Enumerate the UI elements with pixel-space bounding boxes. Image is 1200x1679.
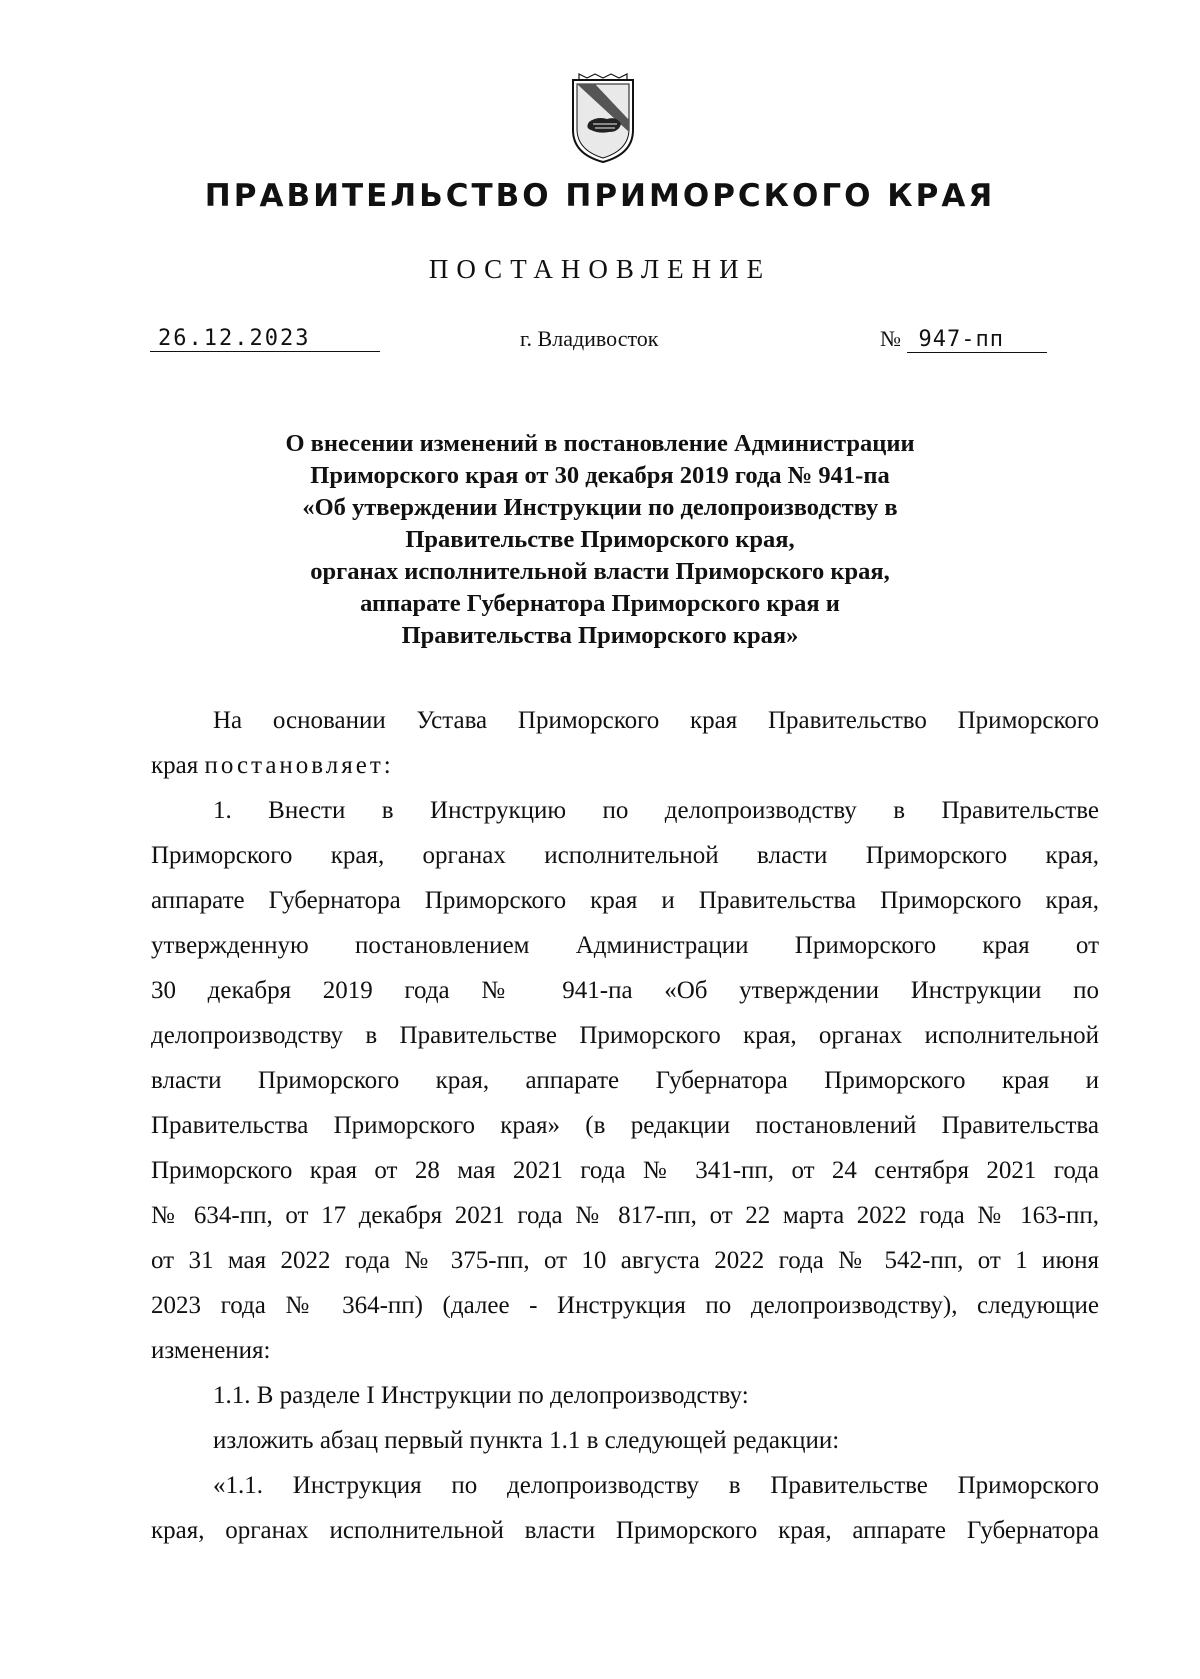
coat-of-arms-icon <box>567 72 639 166</box>
body-line <box>151 743 1099 788</box>
subject-line: «Об утверждении Инструкции по делопроизводству в <box>302 494 898 521</box>
body-line: Приморского края, органах исполнительной власти Приморского края, <box>151 842 1099 869</box>
document-number <box>880 326 1047 353</box>
subject-line: Правительстве Приморского края, <box>405 526 795 553</box>
body-line: края, органах исполнительной власти Приморского края, аппарате Губернатора <box>151 1517 1099 1544</box>
organization-title: ПРАВИТЕЛЬСТВО ПРИМОРСКОГО КРАЯ <box>204 178 996 214</box>
body-line: Правительства Приморского края» (в редакции постановлений Правительства <box>151 1112 1099 1139</box>
body-line: 1.1. В разделе I Инструкции по делопроизводству: <box>213 1382 749 1409</box>
body-line: делопроизводству в Правительстве Приморского края, органах исполнительной <box>151 1022 1099 1049</box>
body-line: «1.1. Инструкция по делопроизводству в Правительстве Приморского <box>213 1472 1099 1499</box>
document-subject <box>150 428 1050 652</box>
number-value: 947-пп <box>907 327 1047 353</box>
subject-line: аппарате Губернатора Приморского края и <box>360 590 840 617</box>
body-line: № 634-пп, от 17 декабря 2021 года № 817-пп, от 22 марта 2022 года № 163-пп, <box>151 1202 1099 1229</box>
document-body <box>151 698 1099 1553</box>
document-type: ПОСТАНОВЛЕНИЕ <box>428 254 772 284</box>
body-line: 30 декабря 2019 года № 941-па «Об утверждении Инструкции по <box>151 977 1099 1004</box>
document-city: г. Владивосток <box>520 326 659 351</box>
decree-verb: постановляет: <box>204 752 394 779</box>
number-prefix: № <box>880 326 901 351</box>
body-line: изменения: <box>151 1337 271 1364</box>
body-line: от 31 мая 2022 года № 375-пп, от 10 августа 2022 года № 542-пп, от 1 июня <box>151 1247 1099 1274</box>
subject-line: Правительства Приморского края» <box>401 622 799 649</box>
body-line: утвержденную постановлением Администрации Приморского края от <box>151 932 1099 959</box>
body-text: края <box>151 752 199 779</box>
body-line: 2023 года № 364-пп) (далее - Инструкция по делопроизводству), следующие <box>151 1292 1099 1319</box>
subject-line: Приморского края от 30 декабря 2019 года № 941-па <box>310 462 890 489</box>
body-line: власти Приморского края, аппарате Губернатора Приморского края и <box>151 1067 1099 1094</box>
body-line: изложить абзац первый пункта 1.1 в следующей редакции: <box>213 1427 840 1454</box>
body-line: Приморского края от 28 мая 2021 года № 341-пп, от 24 сентября 2021 года <box>151 1157 1099 1184</box>
body-line: аппарате Губернатора Приморского края и Правительства Приморского края, <box>151 887 1099 914</box>
subject-line: О внесении изменений в постановление Администрации <box>285 430 915 457</box>
subject-line: органах исполнительной власти Приморского края, <box>310 558 890 585</box>
document-date: 26.12.2023 <box>150 326 380 352</box>
body-line: 1. Внести в Инструкцию по делопроизводству в Правительстве <box>213 797 1099 824</box>
body-line: На основании Устава Приморского края Правительство Приморского <box>213 707 1099 734</box>
